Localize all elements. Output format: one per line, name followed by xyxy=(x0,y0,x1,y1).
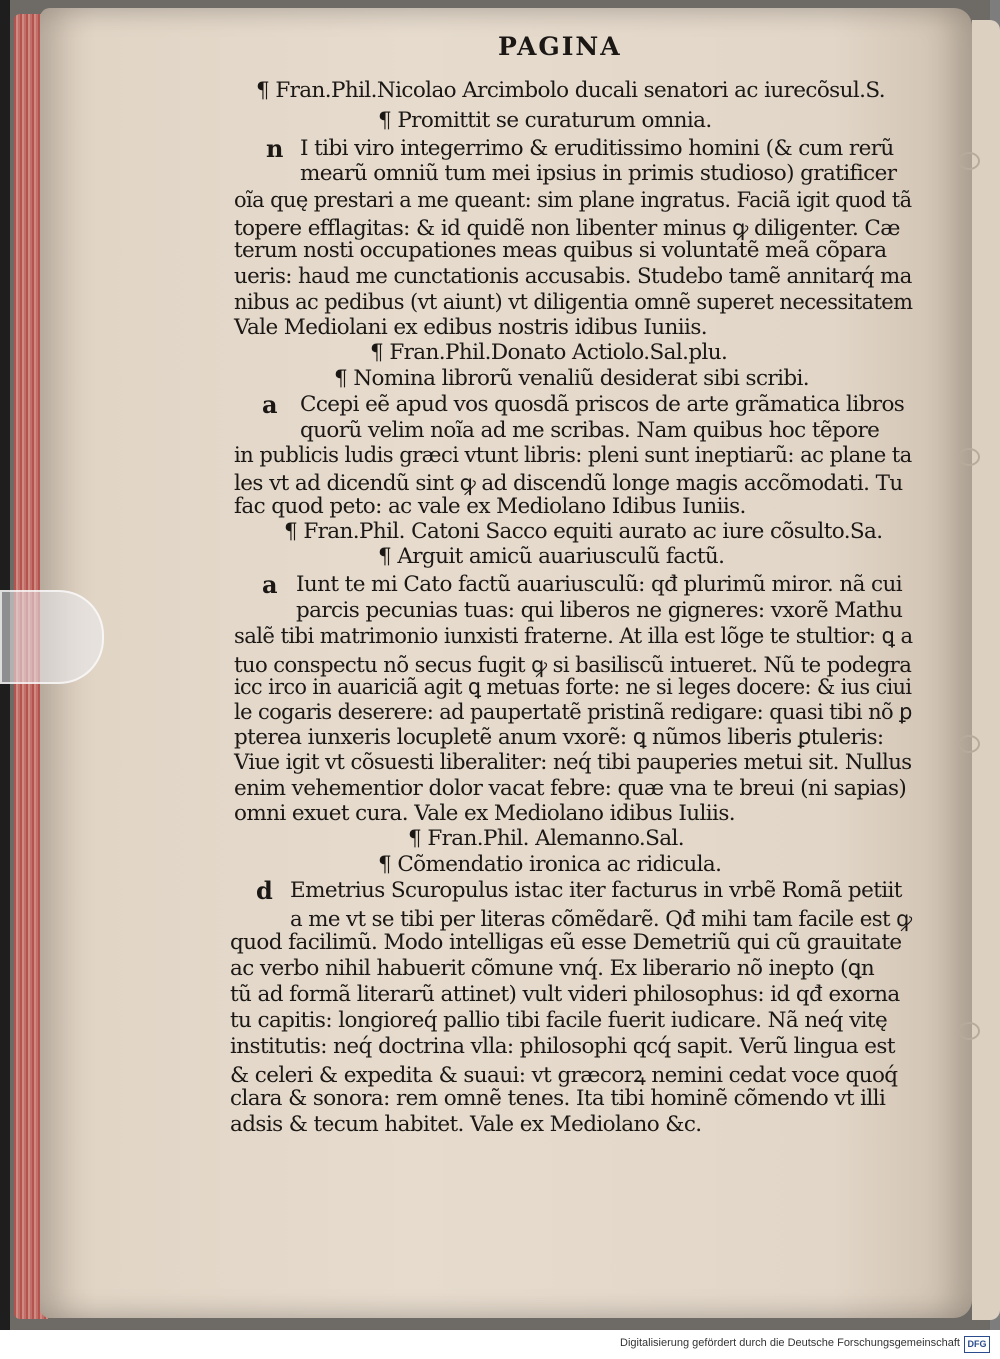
text-line: quorũ velim noĩa ad me scribas. Nam quibus hoc tẽpore xyxy=(300,418,880,443)
text-line: omni exuet cura. Vale ex Mediolano idibus Iuliis. xyxy=(234,801,735,826)
text-line: ac verbo nihil habuerit cõmune vnq́. Ex liberario nõ inepto (ꝗn xyxy=(230,956,875,981)
text-line: & celeri & expedita & suaui: vt græcorꝝ nemini cedat voce quoq́ xyxy=(230,1063,898,1088)
text-line: ¶ Cõmendatio ironica ac ridicula. xyxy=(378,852,722,877)
text-line: Ccepi eẽ apud vos quosdã priscos de arte grãmatica libros xyxy=(300,392,905,417)
text-line: ¶ Fran.Phil.Nicolao Arcimbolo ducali senatori ac iurecõsul.S. xyxy=(256,78,885,103)
funding-credit: Digitalisierung gefördert durch die Deutsche Forschungsgemeinschaft xyxy=(620,1337,960,1349)
text-line: tu capitis: longioreq́ pallio tibi facile fuerit iudicare. Nã neq́ vitę xyxy=(230,1008,888,1033)
text-line: ¶ Fran.Phil. Catoni Sacco equiti aurato ac iure cõsulto.Sa. xyxy=(284,519,883,544)
initial-letter: a xyxy=(262,390,278,419)
text-line: le cogaris deserere: ad paupertatẽ pristinã redigare: quasi tibi nõ ꝑ xyxy=(234,700,912,725)
text-line: ¶ Nomina librorũ venaliũ desiderat sibi scribi. xyxy=(334,366,810,391)
text-line: ¶ Arguit amicũ auariusculũ factũ. xyxy=(378,544,725,569)
text-line: enim vehementior dolor vacat febre: quæ vna te breui (ni sapias) xyxy=(234,776,907,801)
text-line: fac quod peto: ac vale ex Mediolano Idibus Iuniis. xyxy=(234,494,746,519)
text-line: les vt ad dicendũ sint ꝙ ad discendũ longe magis accõmodati. Tu xyxy=(234,471,903,496)
page-heading: PAGINA xyxy=(498,32,622,61)
text-line: icc irco in auariciã agit ꝗ metuas forte: ne si leges docere: & ius ciui xyxy=(234,675,912,700)
text-line: ¶ Fran.Phil.Donato Actiolo.Sal.plu. xyxy=(370,340,728,365)
text-line: ¶ Promittit se curaturum omnia. xyxy=(378,108,712,133)
initial-letter: d xyxy=(256,876,273,905)
text-line: salẽ tibi matrimonio iunxisti fraterne. At illa est lõge te stultior: ꝗ a xyxy=(234,624,913,649)
text-line: topere efflagitas: & id quidẽ non libenter minus ꝙ diligenter. Cæ xyxy=(234,216,900,241)
dfg-logo-icon: DFG xyxy=(964,1336,990,1353)
initial-letter: n xyxy=(266,134,284,163)
text-line: ¶ Fran.Phil. Alemanno.Sal. xyxy=(408,826,685,851)
text-line: quod facilimũ. Modo intelligas eũ esse Demetriũ qui cũ grauitate xyxy=(230,930,902,955)
text-line: I tibi viro integerrimo & eruditissimo homini (& cum rerũ xyxy=(300,136,894,161)
text-line: terum nosti occupationes meas quibus si voluntatẽ meã cõpara xyxy=(234,238,887,263)
text-line: in publicis ludis græci vtunt libris: pleni sunt ineptiarũ: ac plane ta xyxy=(234,443,912,468)
text-line: tũ ad formã literarũ attinet) vult videri philosophus: id qđ exorna xyxy=(230,982,900,1007)
text-line: adsis & tecum habitet. Vale ex Mediolano &c. xyxy=(230,1112,702,1137)
text-line: pterea iunxeris locupletẽ anum vxorẽ: ꝗ nũmos liberis ꝑtuleris: xyxy=(234,725,884,750)
text-line: institutis: neq́ doctrina vlla: philosophi qcq́ sapit. Verũ lingua est xyxy=(230,1034,895,1059)
initial-letter: a xyxy=(262,570,278,599)
text-line: nibus ac pedibus (vt aiunt) vt diligentia omnẽ superet necessitatem xyxy=(234,290,913,315)
text-line: Vale Mediolani ex edibus nostris idibus Iuniis. xyxy=(234,315,707,340)
footer-bar xyxy=(0,1330,1000,1359)
text-line: Viue igit vt cõsuesti liberaliter: neq́ tibi pauperies metui sit. Nullus xyxy=(234,750,912,775)
text-line: ueris: haud me cunctationis accusabis. Studebo tamẽ annitarq́ ma xyxy=(234,264,912,289)
text-line: clara & sonora: rem omnẽ tenes. Ita tibi hominẽ cõmendo vt illi xyxy=(230,1086,886,1111)
text-line: tuo conspectu nõ secus fugit ꝙ si basiliscũ intueret. Nũ te podegra xyxy=(234,653,912,678)
text-line: mearũ omniũ tum mei ipsius in primis studioso) gratificer xyxy=(300,161,897,186)
text-line: a me vt se tibi per literas cõmẽdarẽ. Qđ mihi tam facile est ꝙ xyxy=(290,907,912,932)
text-line: parcis pecunias tuas: qui liberos ne gigneres: vxorẽ Mathu xyxy=(296,598,903,623)
text-line: Iunt te mi Cato factũ auariusculũ: qđ plurimũ miror. nã cui xyxy=(296,572,902,597)
text-line: Emetrius Scuropulus istac iter facturus in vrbẽ Romã petiit xyxy=(290,878,902,903)
text-line: oĩa quę prestari a me queant: sim plane ingratus. Faciã igit quod tã xyxy=(234,188,912,213)
